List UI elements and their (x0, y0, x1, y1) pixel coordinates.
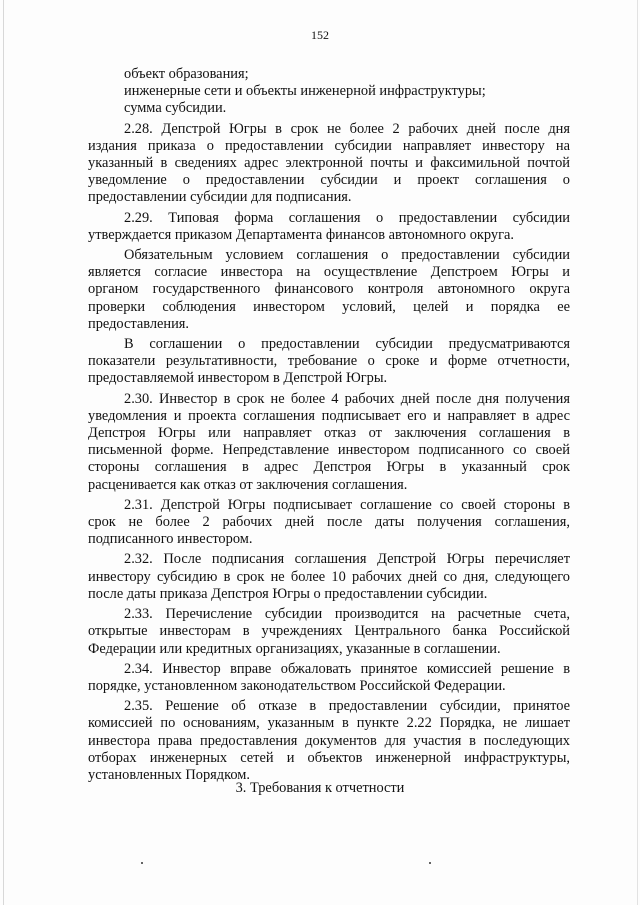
text-line: 2.28. Депстрой Югры в срок не более 2 рабочих дней после дня (124, 120, 570, 137)
text-line: срок не более 2 рабочих дней после даты получения соглашения, (88, 514, 570, 531)
text-line: В соглашении о предоставлении субсидии предусматриваются (124, 336, 570, 353)
text-line: указанный в сведениях адрес электронной почты и факсимильной почтой (88, 155, 570, 172)
text-line: утверждается приказом Департамента финансов автономного округа. (88, 226, 514, 243)
list-item: сумма субсидии. (124, 100, 227, 117)
text-line: подписанного инвестором. (88, 531, 253, 548)
text-line: 2.32. После подписания соглашения Депстрой Югры перечисляет (124, 551, 570, 568)
text-line: порядке, установленном законодательством Российской Федерации. (88, 677, 506, 694)
text-line: 2.29. Типовая форма соглашения о предоставлении субсидии (124, 209, 570, 226)
paragraph-2-32 (88, 551, 570, 603)
text-line: органом государственного финансового контроля автономного округа (88, 281, 570, 298)
text-line: 2.34. Инвестор вправе обжаловать принятое комиссией решение в (124, 660, 570, 677)
text-line: показатели результативности, требование о сроке и форме отчетности, (88, 353, 570, 370)
paragraph-2-34 (88, 661, 570, 695)
list-item: инженерные сети и объекты инженерной инфраструктуры; (124, 83, 486, 100)
text-line: 2.35. Решение об отказе в предоставлении субсидии, принятое (124, 698, 570, 715)
scan-edge-left (3, 0, 4, 905)
text-line: 2.33. Перечисление субсидии производится на расчетные счета, (124, 606, 570, 623)
text-line: инвестору субсидию в срок не более 10 рабочих дней со дня, следующего (88, 568, 570, 585)
scan-edge-right (637, 0, 638, 905)
text-line: инвестора права предоставления документов для участия в последующих (88, 732, 570, 749)
document-body (88, 66, 570, 787)
text-line: издания приказа о предоставлении субсидии направляет инвестору на (88, 137, 570, 154)
page-number: 152 (311, 28, 329, 42)
text-line: 2.30. Инвестор в срок не более 4 рабочих дней после дня получения (124, 390, 570, 407)
text-line: расценивается как отказ от заключения соглашения. (88, 476, 408, 493)
paragraph-2-33 (88, 606, 570, 658)
paragraph-2-35 (88, 698, 570, 784)
text-line: предоставления. (88, 315, 190, 332)
text-line: стороны соглашения в адрес Депстроя Югры в указанный срок (88, 459, 570, 476)
text-line: открытые инвесторам в учреждениях Центрального банка Российской (88, 623, 570, 640)
text-line: установленных Порядком. (88, 766, 250, 783)
text-line: отборах инженерных сетей и объектов инженерной инфраструктуры, (88, 749, 570, 766)
text-line: Обязательным условием соглашения о предоставлении субсидии (124, 247, 570, 264)
text-line: Федерации или кредитных организациях, указанные в соглашении. (88, 640, 501, 657)
text-line: письменной форме. Непредставление инвестором подписанного со своей (88, 442, 570, 459)
text-line: комиссией по основаниям, указанным в пункте 2.22 Порядка, не лишает (88, 715, 570, 732)
text-line: является согласие инвестора на осуществление Депстроем Югры и (88, 264, 570, 281)
text-line: уведомления и проекта соглашения подписывает его и направляет в адрес (88, 407, 570, 424)
paragraph-2-28 (88, 121, 570, 207)
text-line: уведомление о предоставлении субсидии и проект соглашения о (88, 172, 570, 189)
scan-speck (429, 862, 431, 864)
text-line: предоставлении субсидии для подписания. (88, 189, 352, 206)
paragraph-2-31 (88, 497, 570, 549)
text-line: 2.31. Депстрой Югры подписывает соглашение со своей стороны в (124, 496, 570, 513)
text-line: Депстроя Югры или направляет отказ от заключения соглашения в (88, 425, 570, 442)
paragraph-indicators (88, 336, 570, 388)
text-line: предоставляемой инвестором в Депстрой Югры. (88, 370, 388, 387)
paragraph-2-30 (88, 391, 570, 494)
scan-speck (141, 862, 143, 864)
paragraph-2-29 (88, 210, 570, 244)
section-heading: 3. Требования к отчетности (235, 780, 405, 796)
list-block (88, 66, 570, 118)
text-line: после даты приказа Депстроя Югры о предоставлении субсидии. (88, 585, 488, 602)
text-line: проверки соблюдения инвестором условий, целей и порядка ее (88, 298, 570, 315)
list-item: объект образования; (124, 66, 249, 82)
paragraph-condition (88, 247, 570, 333)
